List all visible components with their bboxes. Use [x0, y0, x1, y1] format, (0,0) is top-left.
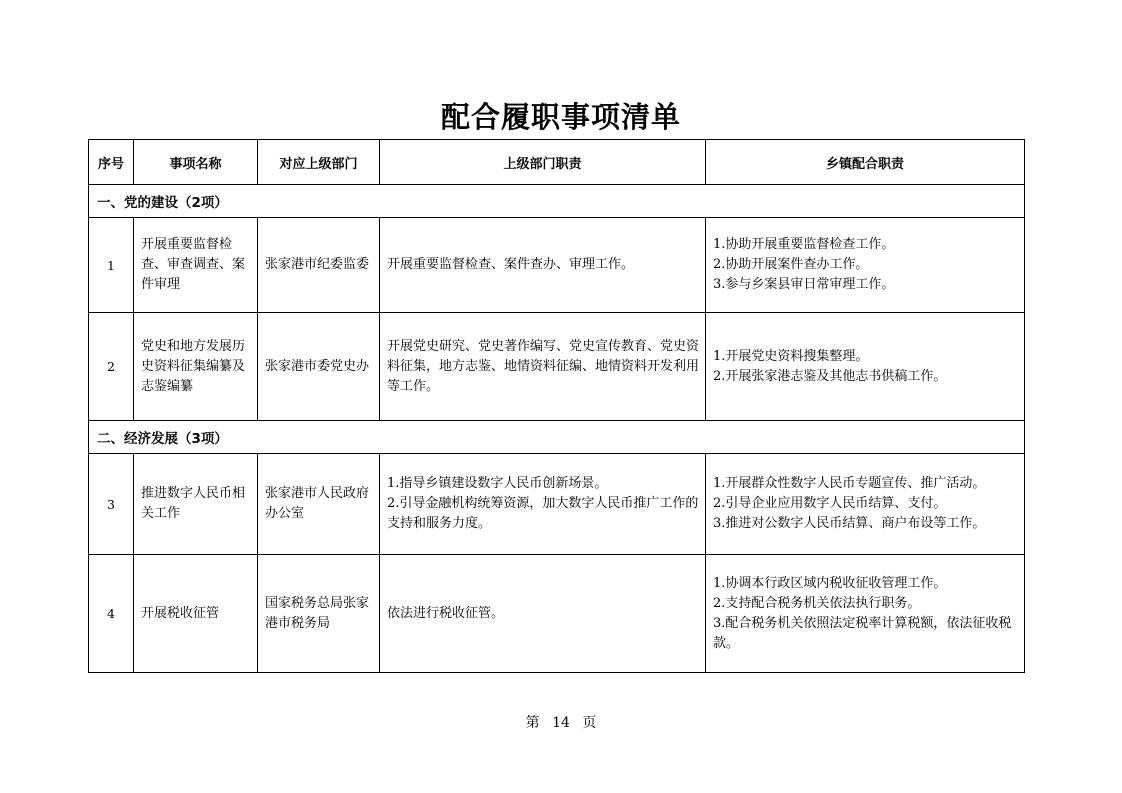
row-upper-duty: 依法进行税收征管。	[380, 555, 706, 673]
duty-line: 3.配合税务机关依照法定税率计算税额，依法征收税款。	[713, 615, 1012, 651]
section-label: 一、党的建设（2项）	[89, 185, 1025, 218]
header-town-duty: 乡镇配合职责	[706, 140, 1025, 185]
duty-line: 2.引导金融机构统筹资源，加大数字人民币推广工作的支持和服务力度。	[387, 496, 699, 531]
row-upper-duty: 开展重要监督检查、案件查办、审理工作。	[380, 218, 706, 313]
row-upper-duty: 开展党史研究、党史著作编写、党史宣传教育、党史资料征集，地方志鉴、地情资料征编、地情资料开发利用等工作。	[380, 313, 706, 421]
row-dept: 张家港市委党史办	[258, 313, 380, 421]
duty-line: 2.支持配合税务机关依法执行职务。	[713, 595, 921, 611]
duty-line: 1.开展群众性数字人民币专题宣传、推广活动。	[713, 476, 986, 491]
page-title: 配合履职事项清单	[440, 100, 681, 134]
row-town-duty	[706, 555, 1025, 673]
duty-line: 3.推进对公数字人民币结算、商户布设等工作。	[713, 516, 986, 531]
row-town-duty	[706, 218, 1025, 313]
row-no: 2	[89, 313, 134, 421]
duty-line: 1.开展党史资料搜集整理。	[713, 348, 869, 364]
header-name: 事项名称	[134, 140, 258, 185]
table-row	[89, 313, 1025, 421]
duty-table	[88, 139, 1025, 673]
duty-line: 1.指导乡镇建设数字人民币创新场景。	[387, 476, 608, 491]
row-name: 开展税收征管	[134, 555, 258, 673]
header-dept: 对应上级部门	[258, 140, 380, 185]
row-upper-duty	[380, 454, 706, 555]
row-dept: 国家税务总局张家港市税务局	[258, 555, 380, 673]
row-no: 3	[89, 454, 134, 555]
table-row	[89, 555, 1025, 673]
section-label: 二、经济发展（3项）	[89, 421, 1025, 454]
footer-prefix: 第	[525, 715, 540, 731]
row-name: 开展重要监督检查、审查调查、案件审理	[134, 218, 258, 313]
table-header-row	[89, 140, 1025, 185]
header-no: 序号	[89, 140, 134, 185]
row-dept: 张家港市人民政府办公室	[258, 454, 380, 555]
row-town-duty	[706, 313, 1025, 421]
table-row	[89, 454, 1025, 555]
row-dept: 张家港市纪委监委	[258, 218, 380, 313]
page-footer	[0, 712, 1122, 732]
row-no: 4	[89, 555, 134, 673]
duty-line: 1.协助开展重要监督检查工作。	[713, 237, 895, 252]
duty-line: 3.参与乡案县审日常审理工作。	[713, 277, 895, 292]
section-row	[89, 185, 1025, 218]
table-row	[89, 218, 1025, 313]
footer-suffix: 页	[582, 715, 597, 731]
page-number: 14	[552, 715, 570, 731]
row-name: 党史和地方发展历史资料征集编纂及志鉴编纂	[134, 313, 258, 421]
duty-line: 1.协调本行政区域内税收征收管理工作。	[713, 575, 947, 591]
row-town-duty	[706, 454, 1025, 555]
duty-line: 2.协助开展案件查办工作。	[713, 257, 869, 272]
duty-line: 2.引导企业应用数字人民币结算、支付。	[713, 496, 947, 511]
header-upper-duty: 上级部门职责	[380, 140, 706, 185]
section-row	[89, 421, 1025, 454]
row-no: 1	[89, 218, 134, 313]
row-name: 推进数字人民币相关工作	[134, 454, 258, 555]
duty-line: 2.开展张家港志鉴及其他志书供稿工作。	[713, 368, 947, 384]
